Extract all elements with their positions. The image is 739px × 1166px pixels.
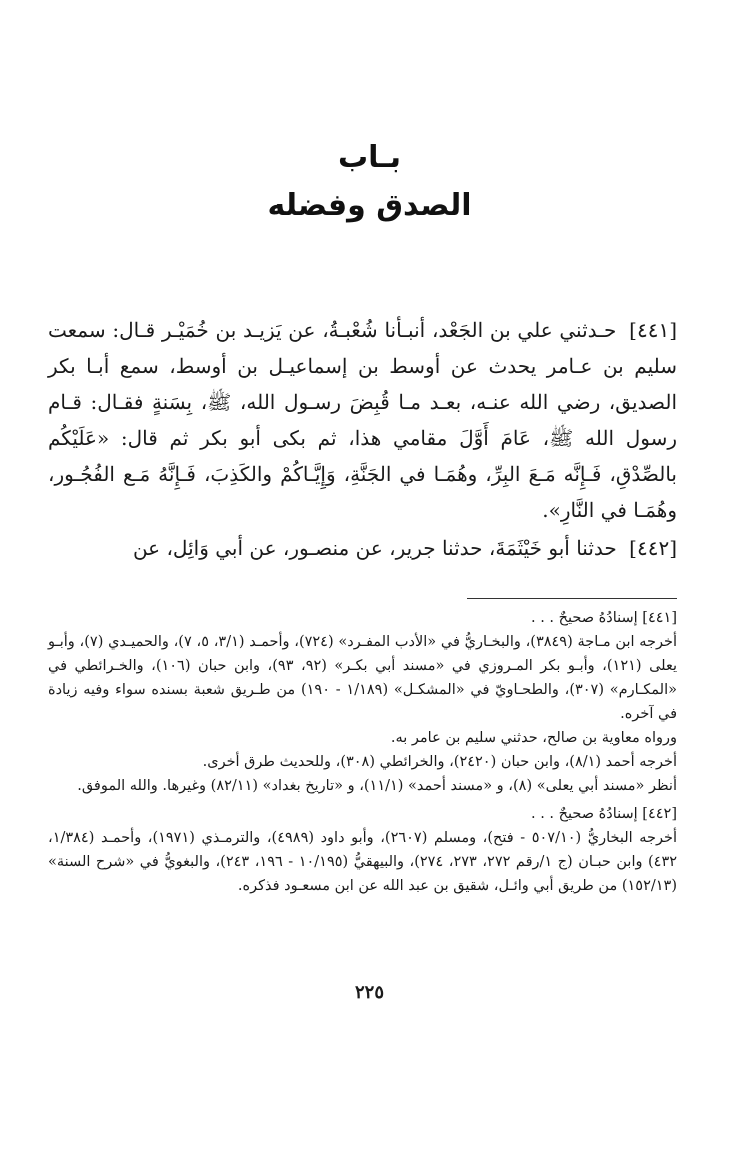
hadith-442	[48, 530, 677, 566]
hadith-text: حـدثني علي بن الجَعْد، أنبـأنا شُعْبـةُ، عن يَزيـد بن خُمَيْـر قـال: سمعت سليم بن عـامر يحدث عن أوسط بن إسماعيـل بن أوسط، سمع أبـا بكر الصديق، رضي الله عنـه، بعـد مـا قُبِضَ رسـول الله، ﷺ، بِسَنةٍ فقـال: قـام رسول الله ﷺ، عَامَ أَوَّلَ مقامي هذا، ثم بكى أبو بكر ثم قال: «عَلَيْكُم بالصِّدْقِ، فَـإِنَّه مَـعَ البِرِّ، وهُمَـا في الجَنَّةِ، وَإِيَّـاكُمْ والكَذِبَ، فَـإِنَّهُ مَـع الفُجُـور، وهُمَـا في النَّارِ».	[48, 318, 677, 522]
page-number: ٢٢٥	[354, 982, 384, 1003]
chapter-title: الصدق وفضله	[267, 188, 472, 223]
footnote-paragraph: أنظر «مسند أبي يعلى» (٨)، و «مسند أحمد» (١١/١)، و «تاريخ بغداد» (٨٢/١١) وغيرها. والله الموفق.	[77, 778, 677, 794]
hadith-number: [٤٤٢]	[629, 536, 677, 560]
footnote-paragraph: أخرجه أحمد (٨/١)، وابن حبان (٢٤٢٠)، والخرائطي (٣٠٨)، وللحديث طرق أخرى.	[202, 754, 677, 770]
chapter-heading: بـاب	[338, 140, 401, 175]
footnotes	[48, 606, 677, 898]
footnote-441-grade: [٤٤١] إسنادُهُ صحيحٌ . . .	[530, 610, 677, 626]
footnote-442-grade: [٤٤٢] إسنادُهُ صحيحٌ . . .	[530, 806, 677, 822]
hadith-number: [٤٤١]	[629, 318, 677, 342]
footnote-paragraph: أخرجه البخاريُّ (٥٠٧/١٠ - فتح)، ومسلم (٢٦٠٧)، وأبو داود (٤٩٨٩)، والترمـذي (١٩٧١)، وأحمـد (١/٣٨٤، ٤٣٢) وابن حبـان (ج ١/رقم ٢٧٢، ٢٧٣، ٢٧٤)، والبيهقيُّ (١٠/١٩٥ - ١٩٦، ٢٤٣)، والبغويُّ في «شرح السنة» (١٥٢/١٣) من طريق أبي وائـل، شقيق بن عبد الله عن ابن مسعـود فذكره.	[48, 830, 678, 894]
hadith-441	[48, 312, 677, 528]
footnote-divider	[467, 598, 677, 599]
hadith-text: حدثنا أبو خَيْثَمَةَ، حدثنا جرير، عن منصـور، عن أبي وَائِل، عن	[132, 536, 617, 560]
footnote-paragraph: أخرجه ابن مـاجة (٣٨٤٩)، والبخـاريُّ في «الأدب المفـرد» (٧٢٤)، وأحمـد (٣/١، ٥، ٧)، والحميـدي (٧)، وأبـو يعلى (١٢١)، وأبـو بكر المـروزي في «مسند أبي بكـر» (٩٢، ٩٣)، وابن حبان (١٠٦)، والخـرائطي في «المكـارم» (٣٠٧)، والطحـاويّ في «المشكـل» (١/١٨٩ - ١٩٠) من طـريق شعبة بسنده سواء وفيه زيادة في آخره.	[48, 634, 677, 722]
footnote-paragraph: ورواه معاوية بن صالح، حدثني سليم بن عامر به.	[390, 730, 677, 746]
